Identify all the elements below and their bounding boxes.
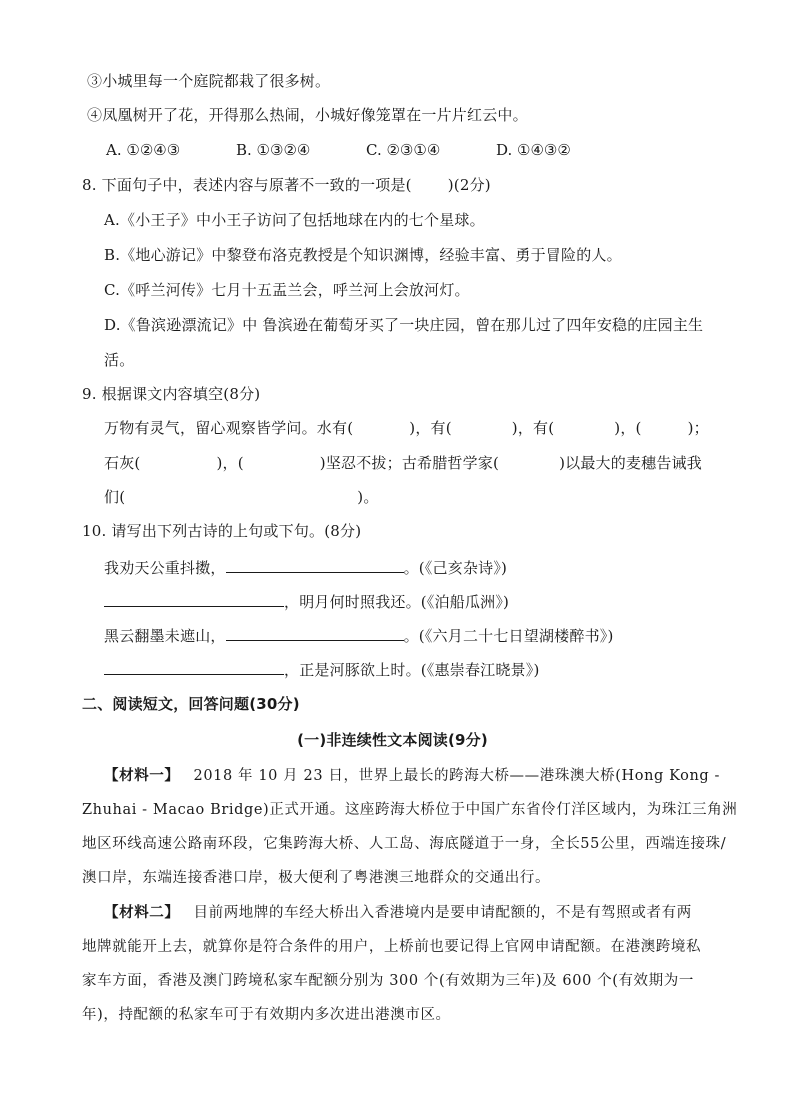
- q9-l1-b: )，有(: [409, 419, 452, 437]
- q9-l1-a: 万物有灵气，留心观察皆学问。水有(: [104, 419, 354, 437]
- q8-score: )(2分): [447, 176, 491, 194]
- answer-blank[interactable]: [104, 658, 284, 675]
- material-1-line-3: 地区环线高速公路南环段，它集跨海大桥、人工岛、海底隧道于一身，全长55公里，西端连接珠/: [82, 836, 727, 852]
- q10-l2-b: ，明月何时照我还。(《泊船瓜洲》): [284, 593, 510, 611]
- q7-option-b: B. ①③②④: [236, 141, 311, 159]
- material-1-tag: 【材料一】: [104, 768, 180, 784]
- q8-option-a: A.《小王子》中小王子访问了包括地球在内的七个星球。: [104, 211, 485, 229]
- answer-blank[interactable]: [104, 590, 284, 607]
- q10-l1-b: 。(《己亥杂诗》): [403, 559, 508, 577]
- material-1-text: 2018 年 10 月 23 日，世界上最长的跨海大桥——港珠澳大桥(Hong Kong -: [193, 768, 721, 784]
- q7-option-c: C. ②③①④: [366, 141, 441, 159]
- q9-l2-d: )以最大的麦穗告诫我: [559, 454, 702, 472]
- q10-line-2: [104, 590, 509, 613]
- q10-stem: 10. 请写出下列古诗的上句或下句。(8分): [82, 522, 362, 540]
- q10-l1-a: 我劝天公重抖擞，: [104, 559, 226, 577]
- q9-line-2: [104, 452, 702, 474]
- material-2-line-1: [104, 902, 692, 924]
- q9-l1-e: )；: [687, 419, 709, 437]
- q10-l4-b: ，正是河豚欲上时。(《惠崇春江晓景》): [284, 661, 540, 679]
- answer-blank[interactable]: [226, 556, 404, 573]
- material-2-line-4: 年)，持配额的私家车可于有效期内多次进出港澳市区。: [82, 1007, 451, 1023]
- material-2-line-2: 地牌就能开上去，就算你是符合条件的用户，上桥前也要记得上官网申请配额。在港澳跨境私: [82, 939, 702, 955]
- q9-line-3: [104, 486, 379, 508]
- q7-item-3: ③小城里每一个庭院都栽了很多树。: [87, 72, 331, 90]
- section-2-subheading: (一)非连续性文本阅读(9分): [297, 731, 488, 749]
- material-2-text: 目前两地牌的车经大桥出入香港境内是要申请配额的，不是有驾照或者有两: [193, 905, 692, 921]
- material-1-line-4: 澳口岸，东端连接香港口岸，极大便利了粤港澳三地群众的交通出行。: [82, 870, 551, 886]
- q8-stem-text: 8. 下面句子中，表述内容与原著不一致的一项是(: [82, 176, 412, 194]
- q10-l3-a: 黑云翻墨未遮山，: [104, 627, 226, 645]
- q9-l3-a: 们(: [104, 488, 126, 506]
- q8-option-b: B.《地心游记》中黎登布洛克教授是个知识渊博，经验丰富、勇于冒险的人。: [104, 246, 622, 264]
- q10-line-1: [104, 556, 507, 579]
- q9-l1-d: )，(: [614, 419, 642, 437]
- q8-option-d-line1: D.《鲁滨逊漂流记》中 鲁滨逊在葡萄牙买了一块庄园，曾在那儿过了四年安稳的庄园主生: [104, 316, 704, 334]
- q7-option-d: D. ①④③②: [496, 141, 571, 159]
- q9-l1-c: )，有(: [511, 419, 555, 437]
- q7-options: [106, 139, 626, 161]
- q9-stem: 9. 根据课文内容填空(8分): [82, 385, 261, 403]
- q9-l2-b: )，(: [216, 454, 244, 472]
- material-1-line-2: Zhuhai - Macao Bridge)正式开通。这座跨海大桥位于中国广东省伶仃洋区域内，为珠江三角洲: [82, 802, 738, 818]
- q8-stem: [82, 174, 491, 196]
- q10-line-3: [104, 624, 614, 647]
- material-2-tag: 【材料二】: [104, 905, 180, 921]
- q10-l3-b: 。(《六月二十七日望湖楼醉书》): [403, 627, 614, 645]
- q8-option-c: C.《呼兰河传》七月十五盂兰会，呼兰河上会放河灯。: [104, 281, 470, 299]
- q9-l3-b: )。: [357, 488, 379, 506]
- q9-line-1: [104, 417, 709, 439]
- material-1-line-1: [104, 765, 720, 787]
- answer-blank[interactable]: [226, 624, 404, 641]
- q9-l2-c: )坚忍不拔；古希腊哲学家(: [319, 454, 500, 472]
- q7-item-4: ④凤凰树开了花，开得那么热闹，小城好像笼罩在一片片红云中。: [87, 106, 528, 124]
- q9-l2-a: 石灰(: [104, 454, 141, 472]
- material-2-line-3: 家车方面，香港及澳门跨境私家车配额分别为 300 个(有效期为三年)及 600 个(有效期为一: [82, 973, 694, 989]
- q10-line-4: [104, 658, 540, 681]
- q8-option-d-line2: 活。: [104, 351, 135, 369]
- section-2-heading: 二、阅读短文，回答问题(30分): [82, 695, 300, 713]
- q7-option-a: A. ①②④③: [106, 141, 181, 159]
